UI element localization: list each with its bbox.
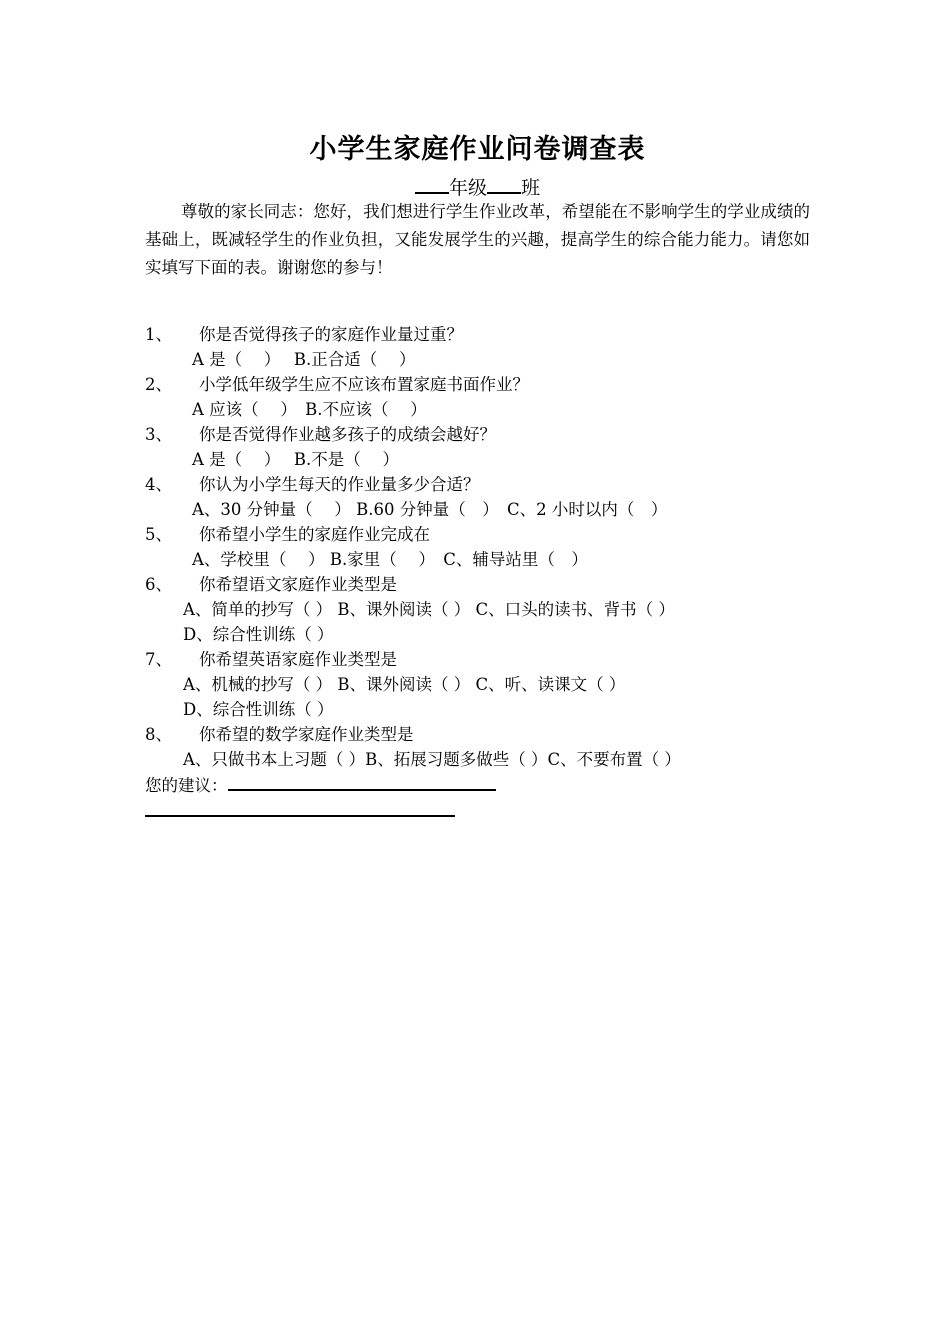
suggestion-label: 您的建议：: [145, 776, 228, 795]
question-number: 8、: [145, 725, 172, 744]
question-text: 小学低年级学生应不应该布置家庭书面作业？: [199, 375, 529, 394]
question-6: [145, 572, 397, 597]
question-number: 7、: [145, 650, 172, 669]
question-text: 你是否觉得作业越多孩子的成绩会越好？: [199, 425, 496, 444]
question-4-options[interactable]: A、30 分钟量（ ） B.60 分钟量（ ） C、2 小时以内（ ）: [192, 500, 668, 519]
question-4: [145, 472, 480, 497]
question-1: [145, 322, 463, 347]
class-label: 班: [521, 177, 541, 199]
intro-paragraph: 尊敬的家长同志：您好，我们想进行学生作业改革，希望能在不影响学生的学业成绩的基础上，既减轻学生的作业负担，又能发展学生的兴趣，提高学生的综合能力能力。请您如实填写下面的表。谢谢您的参与！: [145, 202, 810, 277]
question-number: 3、: [145, 425, 172, 444]
question-number: 6、: [145, 575, 172, 594]
question-8-options[interactable]: A、只做书本上习题（ ）B、拓展习题多做些（ ）C、不要布置（ ）: [183, 750, 681, 769]
class-blank[interactable]: [487, 172, 521, 194]
question-7-options-row-1[interactable]: A、机械的抄写（ ） B、课外阅读（ ） C、听、读课文（ ）: [183, 675, 626, 694]
grade-label: 年级: [448, 177, 487, 199]
question-5-options[interactable]: A、学校里（ ） B.家里（ ） C、辅导站里（ ）: [192, 550, 588, 569]
question-6-options-row-1[interactable]: A、简单的抄写（ ） B、课外阅读（ ） C、口头的读书、背书（ ）: [183, 600, 675, 619]
question-3: [145, 422, 496, 447]
question-6-options-row-2[interactable]: D、综合性训练（ ）: [183, 625, 334, 644]
question-2-options[interactable]: A 应该（ ） B.不应该（ ）: [192, 400, 427, 419]
question-8: [145, 722, 414, 747]
question-number: 4、: [145, 475, 172, 494]
suggestion-field-line-2[interactable]: [145, 815, 455, 817]
question-5: [145, 522, 430, 547]
question-number: 5、: [145, 525, 172, 544]
grade-blank[interactable]: [415, 172, 449, 194]
question-1-options[interactable]: A 是（ ） B.正合适（ ）: [192, 350, 416, 369]
question-2: [145, 372, 529, 397]
question-text: 你希望的数学家庭作业类型是: [199, 725, 414, 744]
question-7: [145, 647, 397, 672]
question-number: 2、: [145, 375, 172, 394]
suggestion-row: [145, 771, 496, 798]
question-text: 你希望英语家庭作业类型是: [199, 650, 397, 669]
page-title: 小学生家庭作业问卷调查表: [309, 134, 646, 165]
suggestion-field[interactable]: [228, 771, 496, 791]
question-text: 你是否觉得孩子的家庭作业量过重？: [199, 325, 463, 344]
question-number: 1、: [145, 325, 172, 344]
question-text: 你认为小学生每天的作业量多少合适？: [199, 475, 480, 494]
question-7-options-row-2[interactable]: D、综合性训练（ ）: [183, 700, 334, 719]
question-3-options[interactable]: A 是（ ） B.不是（ ）: [192, 450, 400, 469]
question-text: 你希望小学生的家庭作业完成在: [199, 525, 430, 544]
question-text: 你希望语文家庭作业类型是: [199, 575, 397, 594]
